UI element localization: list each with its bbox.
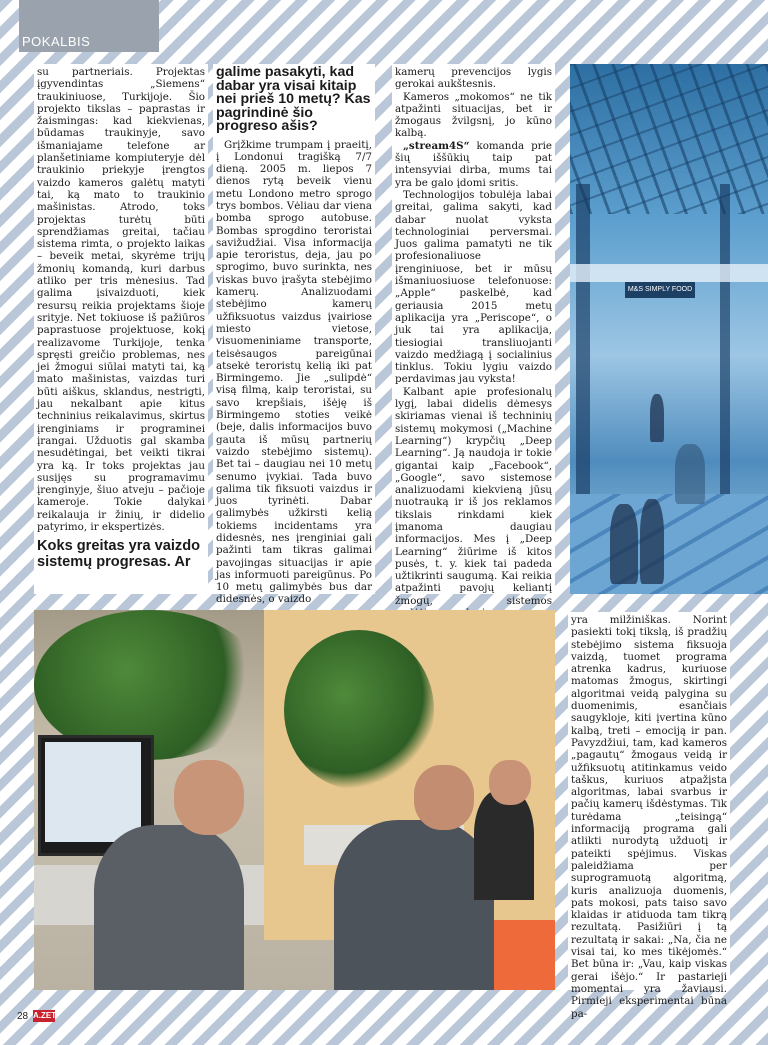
article-column-1 [34, 64, 208, 594]
section-label: POKALBIS [22, 34, 91, 49]
paragraph: Kameros „mokomos“ ne tik atpažinti situacijas, bet ir žmogaus žvilgsnį, jo kūno kalbą. [395, 90, 552, 140]
paragraph: Technologijos tobulėja labai greitai, galima sakyti, kad dabar nuolat vyksta technologiniai perversmai. Juos galima pamatyti ne tik profesionaliuose įrenginiuose, bet ir mūsų išmaniuosiuose telefonuose: „Apple“ paskelbė, kad geriausia 2015 metų aplikacija yra „Periscope“, o juk tai yra aplikacija, tiesiogiai transliuojanti vaizdo medžiagą į socialinius tinklus. Tokiu lygiu vaizdo perdavimas jau vyksta! [395, 188, 552, 386]
paragraph: yra milžiniškas. Norint pasiekti tokį tikslą, iš pradžių stebėjimo sistema fiksuoja vaizdą, tuomet programa atrenka kadrus, kuriuose matomas žmogus, skirtingi algoritmai veidą palygina su duomenimis, esančiais saugykloje, kiti įvertina kūno kalbą, treti – emociją ir pan. Pavyzdžiui, tam, kad kameros „pagautų“ žmogaus veidą ir užfiksuotų atitinkamus veido taškus, kuriuos atpažįsta algoritmas, labai svarbus ir pačių kamerų išdėstymas. Tik turėdama „teisingą“ informaciją programa gali atlikti nurodytą užduotį ir pateikti spėjimus. Viskas paleidžiama per suprogramuotą algoritmą, kuris analizuoja duomenis, pats mokosi, pats taiso savo klaidas ir atiduoda tam tikrą rezultatą. Pasižiūri į tą rezultatą ir sakai: „Na, čia ne visai tai, ko mes tikėjomės.“ Bet būna ir: „Vau, kaip viskas gerai išėjo.“ Ir pastarieji momentai yra žaviausi. Pirmieji eksperimentai būna pa- [571, 614, 727, 1020]
paragraph: Kalbant apie profesionalų lygį, labai didelis dėmesys skiriamas vienai iš techninių sistemų mokymosi („Machine Learning“) krypčių „Deep Learning“. Ją naudoja ir tokie gigantai kaip „Facebook“, „Google“, savo sistemose analizuodami kiekvieną jūsų nuotrauką ir iš jos reklamos tikslais rinkdami kiek įmanoma daugiau informacijos. Mes į „Deep Learning“ žiūrime iš kitos pusės, t. y. kiek tai padeda užtikrinti saugumą. Kai reikia atpažinti pavojų keliantį žmogų, sistemos [395, 385, 552, 607]
walkway-bridge [570, 264, 768, 282]
shop-sign: M&S SIMPLY FOOD [625, 282, 695, 298]
person-with-headphones [94, 825, 244, 990]
person-standing [474, 790, 534, 900]
page-number: 28 [17, 1011, 29, 1022]
subheading: Koks greitas yra vaizdo sistemų progresas. Ar [37, 538, 201, 570]
station-photo [570, 64, 768, 594]
paragraph: su partneriais. Projektas įgyvendintas „Siemens“ traukiniuose, Turkijoje. Šio projekto tikslas – paprastas ir žaismingas: kad kiekvienas, būdamas traukinyje, savo išmaniajame telefone ar planšetiniame kompiuteryje dėl traukinio priekyje įrengtos vaizdo kameros galėtų matyti tai, ką mato to traukinio mašinistas. Atrodo, toks projektas turėtų būti sprendžiamas greitai, tačiau sistema rimta, o projekto laikas – beveik metai, skyrėme trijų žmonių komandą, kuri darbus atliko per tris mėnesius. Tad galima įsivaizduoti, kiek resursų reikia projektams šioje srityje. Net tokiuose iš pažiūros paprastuose projektuose, kokį realizavome Turkijoje, tenka spręsti greičio problemas, nes jei žmogui siūlai matyti tai, ką mato mašinistas, vaizdas turi būti aiškus, sklandus, nestrigti, jau nekalbant apie kitus techninius reikalavimus, skirtus įrenginiams ir programinei įrangai. Užduotis gal skamba nesudėtingai, bet veikti tikrai yra ką. Ir toks projektas jau susijęs su programavimu įrenginyje, šiuo atveju – pačioje kameroje. Tokie dalykai reikalauja ir žinių, ir didelio patyrimo, ir ekspertizės. [37, 66, 205, 533]
pillar [720, 184, 730, 514]
person [650, 394, 664, 442]
office-photo [34, 610, 555, 990]
head [174, 760, 244, 835]
plant [284, 630, 434, 790]
platform-floor [570, 494, 768, 594]
article-column-4 [568, 612, 730, 1020]
head [414, 765, 474, 830]
article-column-3 [392, 64, 555, 607]
head [489, 760, 531, 805]
paragraph [395, 140, 552, 189]
paragraph: Grįžkime trumpam į praeitį, į Londonui tragišką 7/7 dieną. 2005 m. liepos 7 dienos rytą beveik vienu metu Londono metro sprogo trys bombos. Vėliau dar viena bomba sprogo autobuse. Bombas sprogdino teroristai savižudžiai. Visa informacija apie teroristus, deja, jau po sprogimo, buvo surinkta, nes viskas buvo įrašyta stebėjimo kamerų. Analizuodami stebėjimo kamerų užfiksuotus vaizdus įvairiose miesto vietose, visuomeniniame transporte, teisėsaugos pareigūnai atsekė teroristų kelią iki pat Birmingemo. Jie „sulipdė“ visą filmą, kaip teroristai, su savo krepšiais, išėję iš Birmingemo stoties veikė (beje, dalis informacijos buvo gauta iš mūsų partnerių vaizdo stebėjimo sistemų). Bet tai – daugiau nei 10 metų senumo įvykiai. Tada buvo galima tik fiksuoti vaizdus ir juos tyrinėti. Dabar galimybės užkirsti kelią tokiems incidentams yra didesnės, nes įrenginiai gali pažinti tam tikras galimai pavojingas situacijas ir apie jas informuoti pareigūnus. Po 10 metų galimybės bus dar didesnės, o vaizdo [216, 138, 372, 606]
screen [45, 742, 141, 842]
person [610, 504, 638, 584]
person-blurred [675, 444, 705, 504]
subheading-continued: galime pasakyti, kad dabar yra visai kitaip nei prieš 10 metų? Kas pagrindinė šio progreso ašis? [216, 64, 371, 134]
pillar [576, 184, 590, 514]
glass-roof [570, 64, 768, 214]
paragraph: kamerų prevencijos lygis gerokai aukštesnis. [395, 66, 552, 91]
magazine-logo: A.ZET [33, 1011, 57, 1020]
paragraph-text: komanda prie šių iššūkių taip pat intensyviai dirba, mums tai yra be galo įdomi sritis. [395, 139, 552, 189]
person [640, 499, 664, 584]
article-column-2 [213, 64, 375, 606]
brand-name: „stream4S“ [403, 139, 470, 152]
person-seated [334, 820, 494, 990]
